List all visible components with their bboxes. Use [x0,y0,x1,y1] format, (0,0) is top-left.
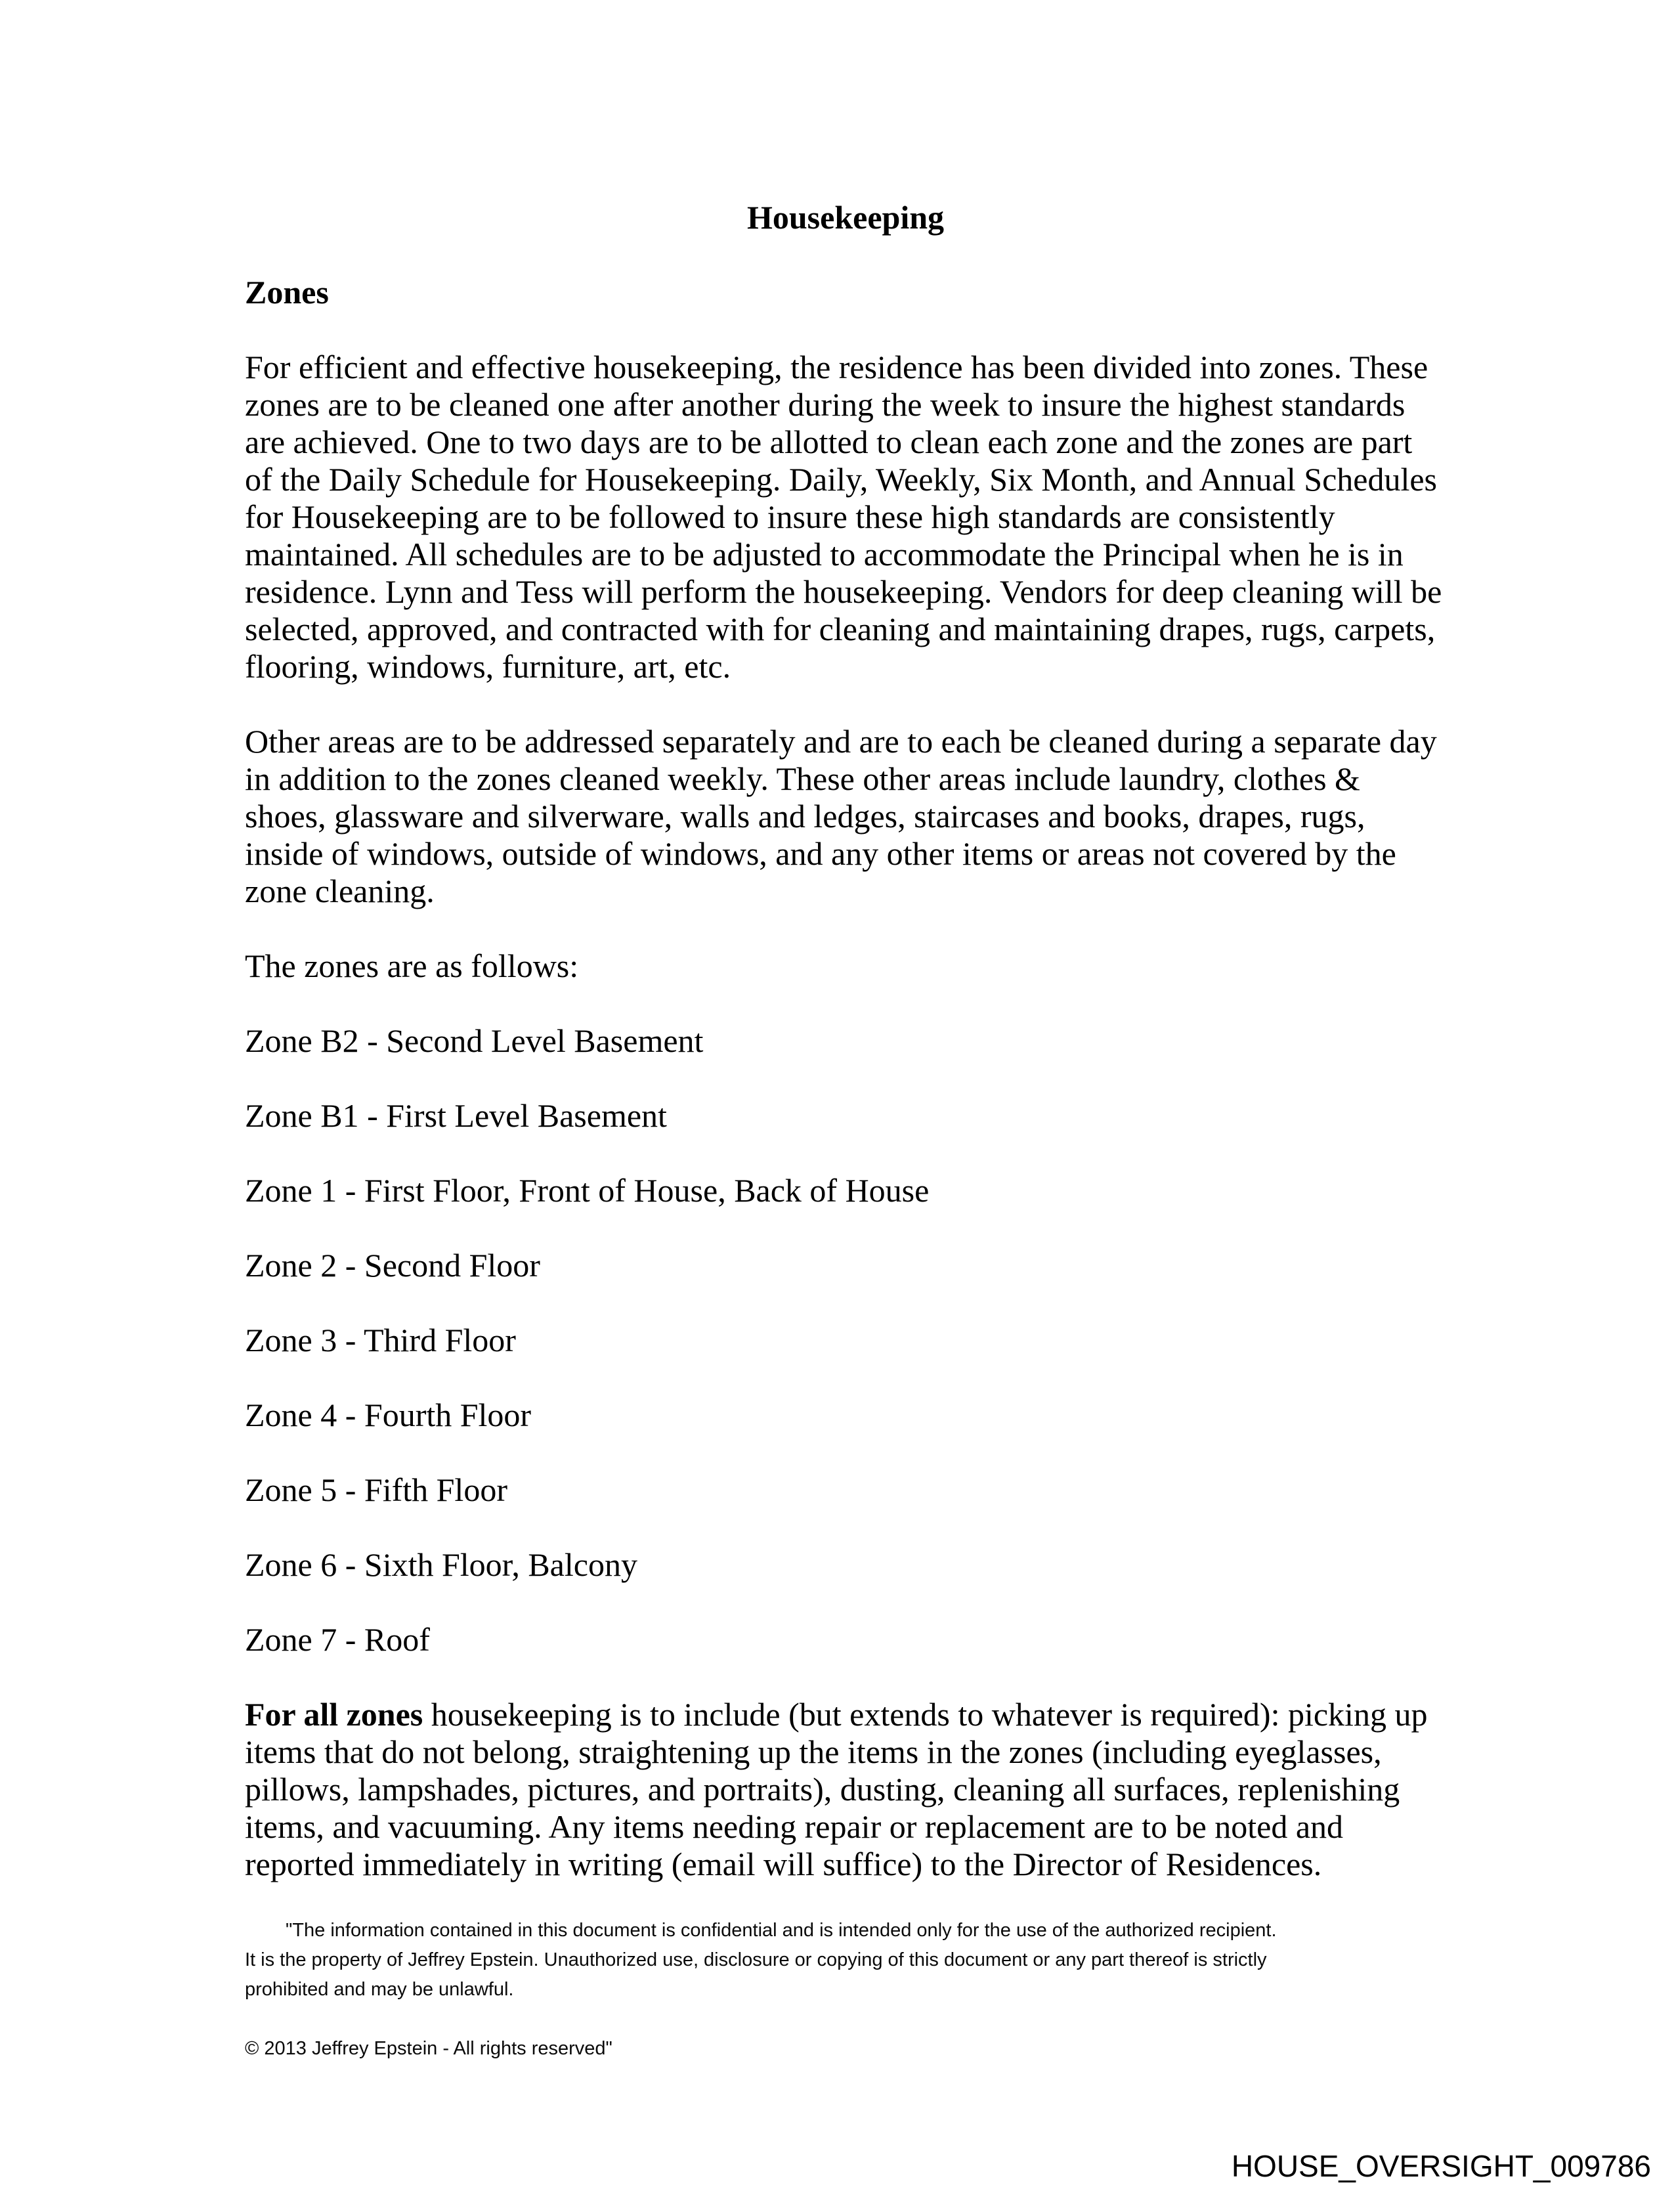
for-all-zones-text: housekeeping is to include (but extends to whatever is required): picking up items that do not belong, straightening up the items in the zones (including eyeglasses, pillows, lampshades, pictures, and portraits), dusting, cleaning all surfaces, replenishing items, and vacuuming. Any items needing repair or replacement are to be noted and reported immediately in writing (email will suffice) to the Director of Residences. [245,1696,1428,1882]
zone-item-4: Zone 4 - Fourth Floor [245,1397,532,1433]
zone-item-7: Zone 7 - Roof [245,1621,430,1658]
zones-intro-line: The zones are as follows: [245,947,579,984]
disclaimer-line: It is the property of Jeffrey Epstein. Unauthorized use, disclosure or copying of this document or any part thereof is strictly [245,1949,1267,1970]
disclaimer-line: "The information contained in this document is confidential and is intended only for the use of the authorized recipient. [286,1920,1277,1941]
bates-stamp: HOUSE_OVERSIGHT_009786 [1231,2149,1651,2183]
zone-item-2: Zone 2 - Second Floor [245,1247,540,1284]
zone-list [245,1022,1446,1659]
zone-item-6: Zone 6 - Sixth Floor, Balcony [245,1546,637,1583]
paragraph-zones-overview: For efficient and effective housekeeping, the residence has been divided into zones. These zones are to be cleaned one after another during the week to insure the highest standards are achieved. One to two days are to be allotted to clean each zone and the zones are part of the Daily Schedule for Housekeeping. Daily, Weekly, Six Month, and Annual Schedules for Housekeeping are to be followed to insure these high standards are consistently maintained. All schedules are to be adjusted to accommodate the Principal when he is in residence. Lynn and Tess will perform the housekeeping. Vendors for deep cleaning will be selected, approved, and contracted with for cleaning and maintaining drapes, rugs, carpets, flooring, windows, furniture, art, etc. [245,349,1442,685]
copyright-line: © 2013 Jeffrey Epstein - All rights reserved" [245,2038,612,2059]
zone-item-5: Zone 5 - Fifth Floor [245,1471,507,1508]
zone-item-b1: Zone B1 - First Level Basement [245,1097,667,1134]
zone-item-b2: Zone B2 - Second Level Basement [245,1022,704,1059]
for-all-zones-lead: For all zones [245,1696,423,1733]
paragraph-other-areas: Other areas are to be addressed separately and are to each be cleaned during a separate day in addition to the zones cleaned weekly. These other areas include laundry, clothes & shoes, glassware and silverware, walls and ledges, staircases and books, drapes, rugs, inside of windows, outside of windows, and any other items or areas not covered by the zone cleaning. [245,723,1437,909]
zone-item-1: Zone 1 - First Floor, Front of House, Back of House [245,1172,930,1209]
zone-item-3: Zone 3 - Third Floor [245,1322,516,1358]
confidentiality-footer [245,1916,1446,2064]
section-heading-zones: Zones [245,274,329,311]
paragraph-for-all-zones [245,1696,1446,1883]
disclaimer-line: prohibited and may be unlawful. [245,1979,514,2000]
document-content [245,199,1446,2064]
document-title: Housekeeping [746,199,945,236]
